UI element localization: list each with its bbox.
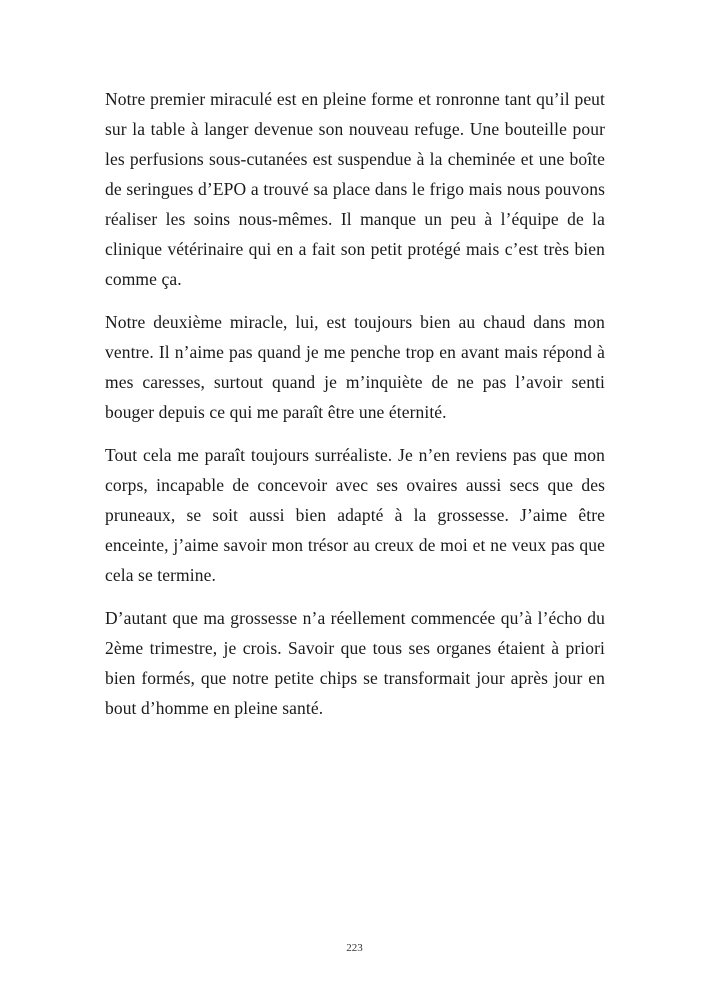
paragraph: D’autant que ma grossesse n’a réellement commencée qu’à l’écho du 2ème trimestre, je crois. Savoir que tous ses organes étaient à priori bien formés, que notre petite chips se transformait jour après jour en bout d’homme en pleine santé. — [105, 608, 605, 718]
page-number: 223 — [346, 942, 363, 954]
page-text-block — [105, 84, 605, 723]
paragraph: Notre deuxième miracle, lui, est toujours bien au chaud dans mon ventre. Il n’aime pas quand je me penche trop en avant mais répond à mes caresses, surtout quand je m’inquiète de ne pas l’avoir senti bouger depuis ce qui me paraît être une éternité. — [105, 312, 605, 422]
paragraph: Tout cela me paraît toujours surréaliste. Je n’en reviens pas que mon corps, incapable de concevoir avec ses ovaires aussi secs que des pruneaux, se soit aussi bien adapté à la grossesse. J’aime être enceinte, j’aime savoir mon trésor au creux de moi et ne veux pas que cela se termine. — [105, 445, 605, 585]
paragraph: Notre premier miraculé est en pleine forme et ronronne tant qu’il peut sur la table à langer devenue son nouveau refuge. Une bouteille pour les perfusions sous-cutanées est suspendue à la cheminée et une boîte de seringues d’EPO a trouvé sa place dans le frigo mais nous pouvons réaliser les soins nous-mêmes. Il manque un peu à l’équipe de la clinique vétérinaire qui en a fait son petit protégé mais c’est très bien comme ça. — [105, 89, 605, 289]
